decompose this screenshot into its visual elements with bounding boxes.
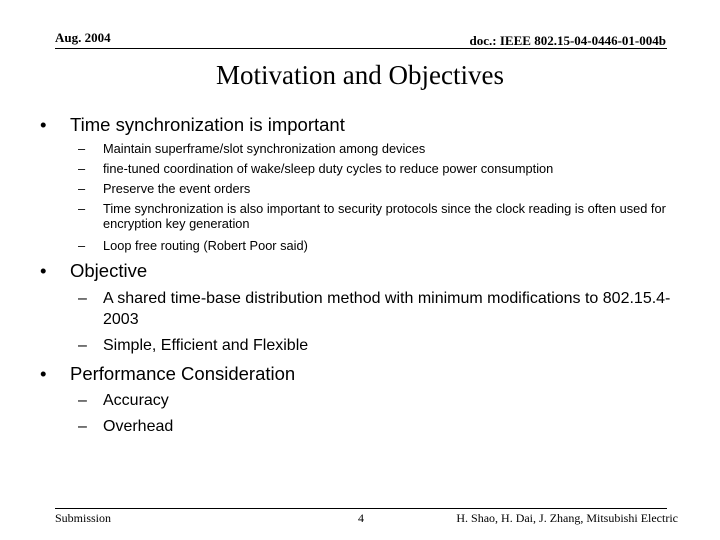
slide-title: Motivation and Objectives	[216, 60, 504, 90]
list-item-text: Time synchronization is also important to security protocols since the clock reading is often used for encryption key generation	[103, 201, 666, 231]
list-item-text: Loop free routing (Robert Poor said)	[103, 238, 308, 253]
bullet-heading: Performance Consideration	[70, 363, 296, 384]
bullet-marker: •	[40, 260, 47, 281]
bullet-performance	[40, 363, 295, 385]
dash-marker: –	[78, 141, 86, 156]
header-divider	[55, 48, 667, 49]
footer-divider	[55, 508, 667, 509]
header-date: Aug. 2004	[55, 30, 111, 45]
dash-marker: –	[78, 181, 86, 196]
bullet-heading: Objective	[70, 260, 148, 281]
bullet-marker: •	[40, 363, 47, 384]
bullet-time-sync	[40, 114, 345, 136]
header-doc-id: doc.: IEEE 802.15-04-0446-01-004b	[469, 33, 666, 48]
page-number: 4	[358, 511, 364, 525]
list-item-text: fine-tuned coordination of wake/sleep duty cycles to reduce power consumption	[103, 161, 554, 176]
dash-marker: –	[78, 418, 87, 435]
list-item-text: Preserve the event orders	[103, 181, 251, 196]
footer-authors: H. Shao, H. Dai, J. Zhang, Mitsubishi Electric	[456, 511, 678, 525]
bullet-objective	[40, 260, 147, 282]
dash-marker: –	[78, 392, 87, 409]
list-item-text: Maintain superframe/slot synchronization among devices	[103, 141, 426, 156]
bullet-heading: Time synchronization is important	[70, 114, 345, 135]
dash-marker: –	[78, 238, 86, 253]
dash-marker: –	[78, 337, 87, 354]
bullet-marker: •	[40, 114, 47, 135]
dash-marker: –	[78, 161, 86, 176]
dash-marker: –	[78, 290, 87, 307]
list-item-text: A shared time-base distribution method with minimum modifications to 802.15.4-2003	[103, 290, 671, 328]
list-item-text: Simple, Efficient and Flexible	[103, 337, 309, 354]
dash-marker: –	[78, 201, 86, 216]
list-item-text: Overhead	[103, 418, 174, 435]
list-item-text: Accuracy	[103, 392, 169, 409]
footer-submission: Submission	[55, 511, 112, 525]
